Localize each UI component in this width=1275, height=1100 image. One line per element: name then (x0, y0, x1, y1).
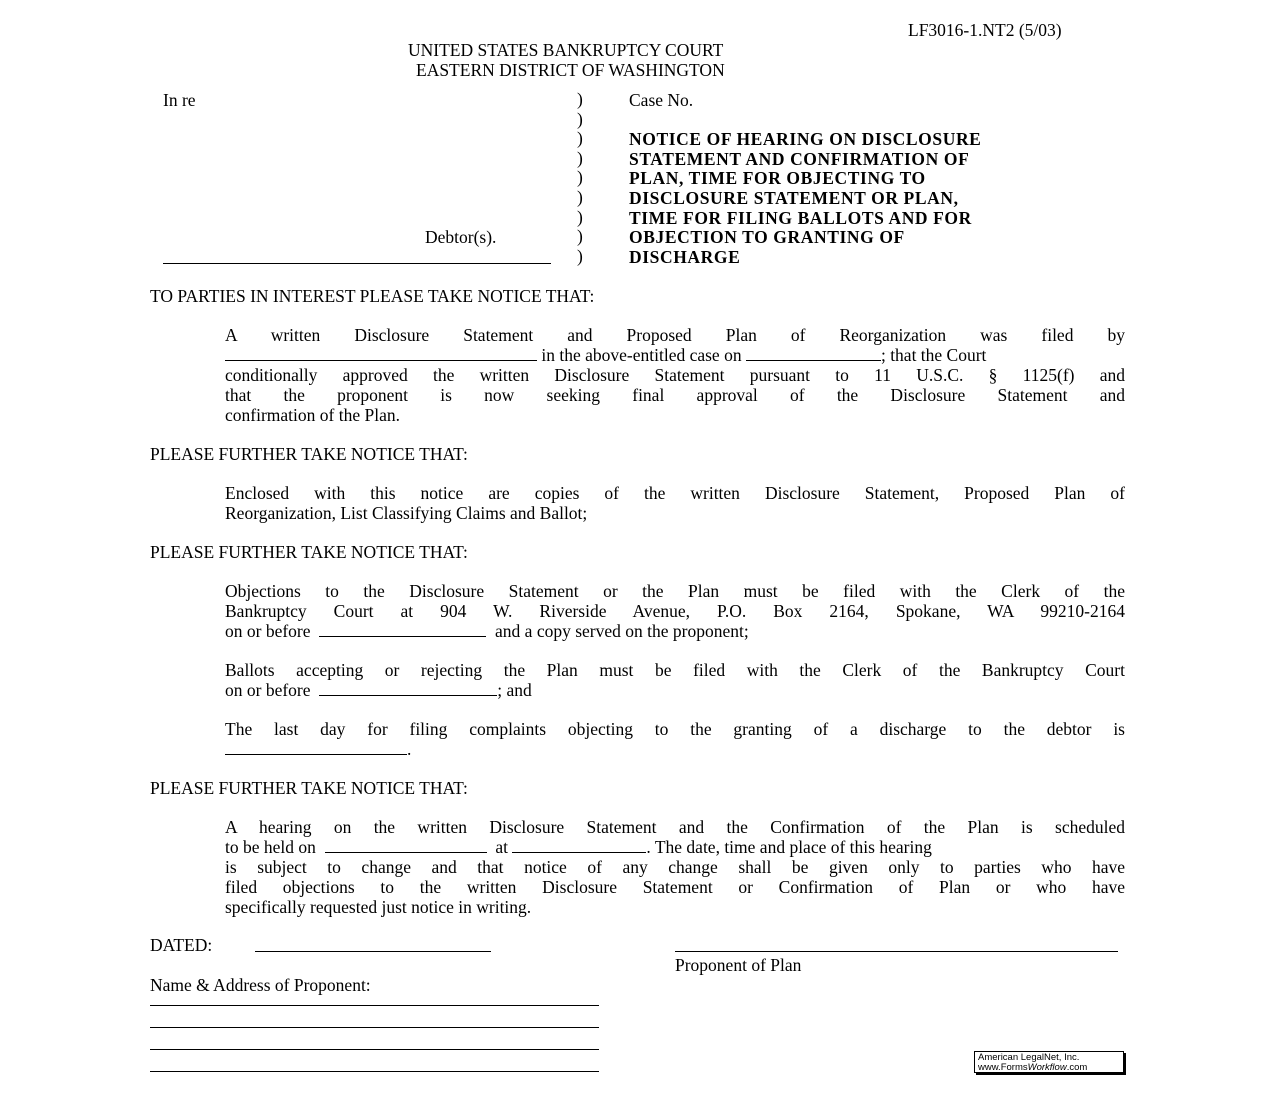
paragraph-objections: Objections to the Disclosure Statement or the Plan must be filed with the Clerk of the Bankruptcy Court at 904 W. Riverside Avenue, P.O. Box 2164, Spokane, WA 99210-2164 on or before and a copy served on the proponent; (225, 581, 1125, 641)
further-notice-heading: PLEASE FURTHER TAKE NOTICE THAT: (150, 542, 468, 562)
filer-blank (225, 345, 537, 361)
paragraph-filing: A written Disclosure Statement and Proposed Plan of Reorganization was filed by in the above-entitled case on ; that the Court conditionally approved the written Disclosure Statement pursuant to 11 U.S.C. § 1125(f) and that the proponent is now seeking final approval of the Disclosure Statement and confirmation of the Plan. (225, 325, 1125, 425)
proponent-of-plan-label: Proponent of Plan (675, 955, 802, 975)
court-district: EASTERN DISTRICT OF WASHINGTON (416, 60, 725, 80)
court-name: UNITED STATES BANKRUPTCY COURT (408, 40, 724, 60)
address-line (150, 1071, 599, 1072)
paragraph-enclosures: Enclosed with this notice are copies of the written Disclosure Statement, Proposed Plan of Reorganization, List Classifying Claims and Ballot; (225, 483, 1125, 523)
paragraph-discharge: The last day for filing complaints objecting to the granting of a discharge to the debtor is . (225, 719, 1125, 759)
discharge-deadline-blank (225, 739, 407, 755)
further-notice-heading: PLEASE FURTHER TAKE NOTICE THAT: (150, 778, 468, 798)
address-line (150, 1049, 599, 1050)
form-id: LF3016-1.NT2 (5/03) (908, 20, 1062, 40)
case-number-label: Case No. (629, 90, 694, 110)
paragraph-ballots: Ballots accepting or rejecting the Plan must be filed with the Clerk of the Bankruptcy Court on or before ; and (225, 660, 1125, 700)
proponent-signature-line (675, 951, 1118, 952)
name-address-label: Name & Address of Proponent: (150, 975, 371, 995)
paragraph-hearing: A hearing on the written Disclosure Statement and the Confirmation of the Plan is scheduled to be held on at . The date, time and place of this hearing is subject to change and that notice of any change shall be given only to parties who have filed objections to the written Disclosure Statement or Confirmation of Plan or who have specifically requested just notice in writing. (225, 817, 1125, 917)
debtor-label: Debtor(s). (425, 227, 497, 247)
dated-line (255, 951, 491, 952)
address-line (150, 1005, 599, 1006)
hearing-time-blank (512, 837, 646, 853)
debtor-name-line (163, 263, 551, 264)
filing-date-blank (746, 345, 881, 361)
american-legalnet-badge: American LegalNet, Inc. www.FormsWorkflow.com (974, 1051, 1124, 1073)
objection-deadline-blank (319, 621, 486, 637)
ballot-deadline-blank (319, 680, 497, 696)
dated-label: DATED: (150, 935, 213, 955)
notice-heading: TO PARTIES IN INTEREST PLEASE TAKE NOTICE THAT: (150, 286, 595, 306)
address-line (150, 1027, 599, 1028)
in-re-label: In re (163, 90, 196, 110)
further-notice-heading: PLEASE FURTHER TAKE NOTICE THAT: (150, 444, 468, 464)
hearing-date-blank (325, 837, 487, 853)
